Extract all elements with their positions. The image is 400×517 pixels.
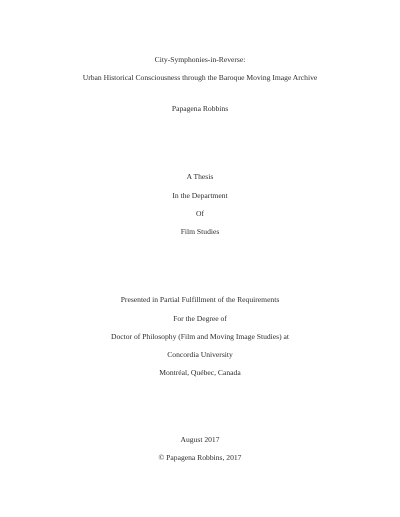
requirements-statement: Presented in Partial Fulfillment of the Requirements	[120, 295, 280, 304]
department-label: In the Department	[172, 191, 228, 200]
university-name: Concordia University	[167, 350, 233, 359]
university-location: Montréal, Québec, Canada	[159, 368, 241, 377]
degree-label: For the Degree of	[173, 314, 227, 323]
thesis-label: A Thesis	[186, 172, 214, 181]
author-name: Papagena Robbins	[171, 104, 229, 113]
department-name: Film Studies	[180, 227, 220, 236]
submission-date: August 2017	[180, 435, 220, 444]
thesis-title-line-1: City-Symphonies-in-Reverse:	[154, 55, 246, 64]
of-label: Of	[195, 209, 204, 218]
thesis-title-line-2: Urban Historical Consciousness through the Baroque Moving Image Archive	[82, 73, 318, 82]
degree-name: Doctor of Philosophy (Film and Moving Image Studies) at	[110, 332, 289, 341]
copyright-notice: © Papagena Robbins, 2017	[158, 453, 242, 462]
